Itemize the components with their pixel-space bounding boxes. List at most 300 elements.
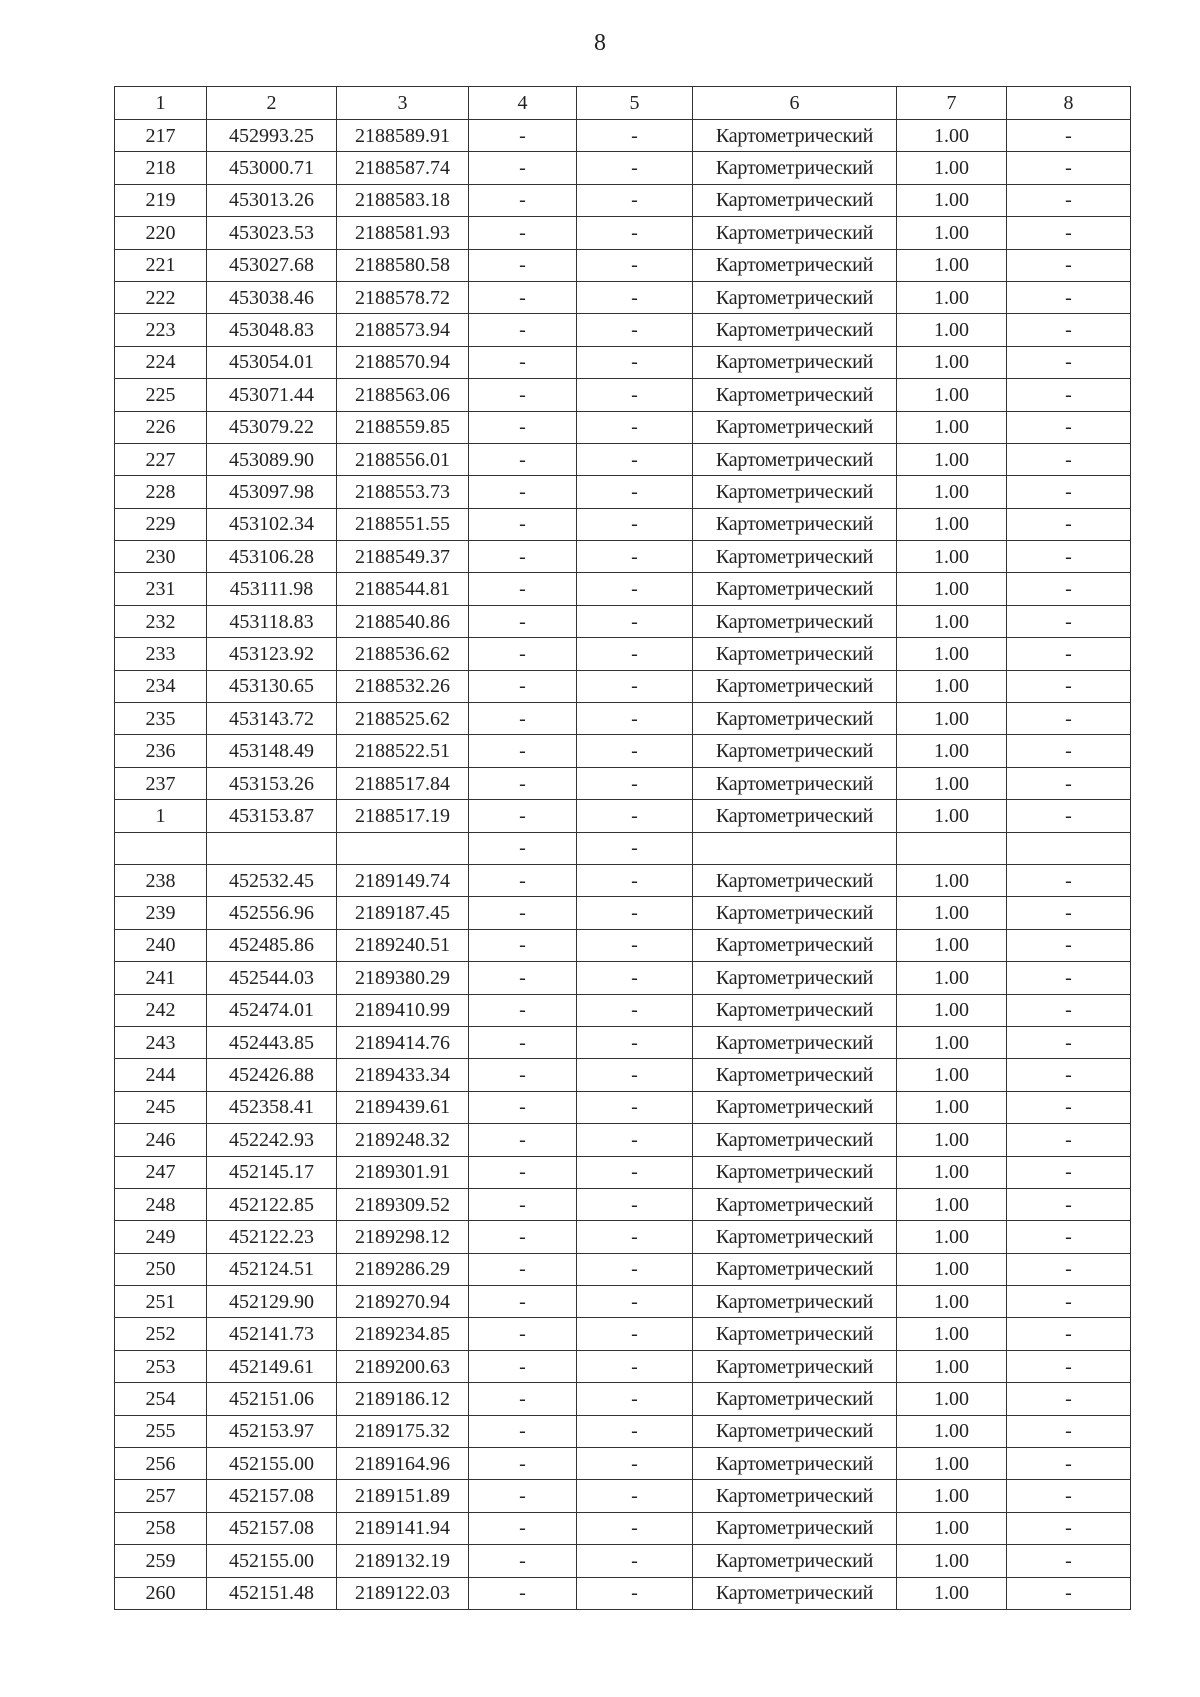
table-body bbox=[115, 120, 1131, 1610]
table-row bbox=[115, 897, 1131, 929]
table-cell: - bbox=[1007, 120, 1131, 152]
table-cell: 250 bbox=[115, 1253, 207, 1285]
table-cell: - bbox=[469, 346, 577, 378]
table-cell: - bbox=[1007, 897, 1131, 929]
table-cell: 452544.03 bbox=[207, 962, 337, 994]
table-cell: - bbox=[1007, 1091, 1131, 1123]
table-row bbox=[115, 1448, 1131, 1480]
table-cell: Картометрический bbox=[693, 1577, 897, 1609]
table-row bbox=[115, 638, 1131, 670]
table-cell: 248 bbox=[115, 1188, 207, 1220]
table-cell: 242 bbox=[115, 994, 207, 1026]
table-cell: 232 bbox=[115, 605, 207, 637]
table-cell: - bbox=[469, 120, 577, 152]
table-cell: Картометрический bbox=[693, 541, 897, 573]
table-row bbox=[115, 994, 1131, 1026]
table-cell: - bbox=[1007, 1318, 1131, 1350]
table-cell: Картометрический bbox=[693, 1059, 897, 1091]
table-cell: Картометрический bbox=[693, 443, 897, 475]
table-cell: - bbox=[1007, 476, 1131, 508]
page-number: 8 bbox=[594, 30, 606, 56]
column-header: 2 bbox=[207, 87, 337, 120]
table-cell: 229 bbox=[115, 508, 207, 540]
table-cell: - bbox=[577, 379, 693, 411]
table-row bbox=[115, 443, 1131, 475]
table-cell: - bbox=[577, 1026, 693, 1058]
table-cell: Картометрический bbox=[693, 379, 897, 411]
table-cell: - bbox=[1007, 864, 1131, 896]
table-row bbox=[115, 1059, 1131, 1091]
table-cell: 452145.17 bbox=[207, 1156, 337, 1188]
table-cell: Картометрический bbox=[693, 1026, 897, 1058]
table-cell: - bbox=[1007, 573, 1131, 605]
table-cell: 1.00 bbox=[897, 152, 1007, 184]
table-cell: - bbox=[577, 994, 693, 1026]
table-cell: 452151.06 bbox=[207, 1383, 337, 1415]
table-cell: - bbox=[469, 1156, 577, 1188]
table-cell: 1.00 bbox=[897, 281, 1007, 313]
table-cell: 2188522.51 bbox=[337, 735, 469, 767]
table-cell: - bbox=[577, 1318, 693, 1350]
table-cell: 1.00 bbox=[897, 541, 1007, 573]
table-cell: 240 bbox=[115, 929, 207, 961]
table-cell: 452153.97 bbox=[207, 1415, 337, 1447]
table-cell: - bbox=[577, 217, 693, 249]
table-cell: Картометрический bbox=[693, 346, 897, 378]
table-cell: - bbox=[1007, 443, 1131, 475]
table-cell: 2189248.32 bbox=[337, 1124, 469, 1156]
table-cell: - bbox=[1007, 379, 1131, 411]
table-cell: 2189151.89 bbox=[337, 1480, 469, 1512]
table-cell: 453118.83 bbox=[207, 605, 337, 637]
table-cell: 2189286.29 bbox=[337, 1253, 469, 1285]
table-cell: 231 bbox=[115, 573, 207, 605]
table-cell: 241 bbox=[115, 962, 207, 994]
table-cell: - bbox=[469, 735, 577, 767]
table-row bbox=[115, 735, 1131, 767]
table-cell: - bbox=[469, 573, 577, 605]
table-cell: 1.00 bbox=[897, 962, 1007, 994]
table-row bbox=[115, 1156, 1131, 1188]
table-cell: - bbox=[1007, 1512, 1131, 1544]
table-cell: 2188540.86 bbox=[337, 605, 469, 637]
table-cell: 2189186.12 bbox=[337, 1383, 469, 1415]
table-cell: - bbox=[469, 541, 577, 573]
table-cell: - bbox=[577, 1286, 693, 1318]
table-row bbox=[115, 670, 1131, 702]
table-cell: - bbox=[577, 1512, 693, 1544]
table-cell: Картометрический bbox=[693, 962, 897, 994]
table-cell: - bbox=[469, 1577, 577, 1609]
table-cell: 453079.22 bbox=[207, 411, 337, 443]
table-row bbox=[115, 1350, 1131, 1382]
column-header: 6 bbox=[693, 87, 897, 120]
table-cell: 1.00 bbox=[897, 1577, 1007, 1609]
table-cell: - bbox=[577, 864, 693, 896]
table-cell: - bbox=[577, 314, 693, 346]
table-cell: 233 bbox=[115, 638, 207, 670]
table-cell: 226 bbox=[115, 411, 207, 443]
table-cell: - bbox=[577, 638, 693, 670]
table-cell: - bbox=[577, 1350, 693, 1382]
table-cell: 2189414.76 bbox=[337, 1026, 469, 1058]
table-cell: 1.00 bbox=[897, 1545, 1007, 1577]
table-cell: 452474.01 bbox=[207, 994, 337, 1026]
table-cell: 2189141.94 bbox=[337, 1512, 469, 1544]
table-cell: - bbox=[1007, 1480, 1131, 1512]
table-cell: 1.00 bbox=[897, 703, 1007, 735]
table-cell: 2188556.01 bbox=[337, 443, 469, 475]
table-cell: Картометрический bbox=[693, 249, 897, 281]
table-row bbox=[115, 1188, 1131, 1220]
table-cell: 2189149.74 bbox=[337, 864, 469, 896]
table-cell: 220 bbox=[115, 217, 207, 249]
table-cell: 2188589.91 bbox=[337, 120, 469, 152]
table-cell: - bbox=[469, 994, 577, 1026]
table-cell: - bbox=[1007, 800, 1131, 832]
table-cell: 1.00 bbox=[897, 605, 1007, 637]
table-cell: - bbox=[577, 929, 693, 961]
table-cell: 2188573.94 bbox=[337, 314, 469, 346]
table-row bbox=[115, 832, 1131, 864]
table-cell: 225 bbox=[115, 379, 207, 411]
table-cell: 1.00 bbox=[897, 638, 1007, 670]
table-cell: - bbox=[1007, 1383, 1131, 1415]
table-row bbox=[115, 1512, 1131, 1544]
table-cell: 1.00 bbox=[897, 249, 1007, 281]
table-cell: 1.00 bbox=[897, 864, 1007, 896]
table-cell: - bbox=[1007, 994, 1131, 1026]
table-cell: - bbox=[1007, 152, 1131, 184]
table-cell: - bbox=[1007, 217, 1131, 249]
table-cell: 1.00 bbox=[897, 929, 1007, 961]
table-cell: 452532.45 bbox=[207, 864, 337, 896]
table-cell: 221 bbox=[115, 249, 207, 281]
table-cell: - bbox=[1007, 1350, 1131, 1382]
table-cell: - bbox=[1007, 1577, 1131, 1609]
table-cell: 1.00 bbox=[897, 314, 1007, 346]
table-cell: - bbox=[469, 1026, 577, 1058]
table-cell: - bbox=[577, 411, 693, 443]
table-cell: 251 bbox=[115, 1286, 207, 1318]
table-cell: 453023.53 bbox=[207, 217, 337, 249]
table-cell: 1.00 bbox=[897, 573, 1007, 605]
table-cell: 1.00 bbox=[897, 1059, 1007, 1091]
table-cell: Картометрический bbox=[693, 897, 897, 929]
table-cell: Картометрический bbox=[693, 638, 897, 670]
table-cell: 2189122.03 bbox=[337, 1577, 469, 1609]
table-cell: 1.00 bbox=[897, 1480, 1007, 1512]
table-cell: 2188553.73 bbox=[337, 476, 469, 508]
column-header: 8 bbox=[1007, 87, 1131, 120]
table-cell: 224 bbox=[115, 346, 207, 378]
table-cell: 452151.48 bbox=[207, 1577, 337, 1609]
table-cell: 453102.34 bbox=[207, 508, 337, 540]
table-cell: - bbox=[469, 1350, 577, 1382]
table-cell: 252 bbox=[115, 1318, 207, 1350]
table-cell: - bbox=[577, 605, 693, 637]
table-cell: 2188570.94 bbox=[337, 346, 469, 378]
table-cell: Картометрический bbox=[693, 1124, 897, 1156]
table-cell: - bbox=[577, 1383, 693, 1415]
table-cell: 1.00 bbox=[897, 1512, 1007, 1544]
table-cell: 2189187.45 bbox=[337, 897, 469, 929]
table-cell: 1.00 bbox=[897, 120, 1007, 152]
table-row bbox=[115, 281, 1131, 313]
table-row bbox=[115, 1286, 1131, 1318]
table-cell: Картометрический bbox=[693, 1512, 897, 1544]
table-cell: - bbox=[469, 1448, 577, 1480]
table-row bbox=[115, 217, 1131, 249]
table-cell: 2189234.85 bbox=[337, 1318, 469, 1350]
table-cell: 2188587.74 bbox=[337, 152, 469, 184]
table-cell: 2188578.72 bbox=[337, 281, 469, 313]
table-cell: - bbox=[577, 249, 693, 281]
table-cell: - bbox=[1007, 541, 1131, 573]
table-cell: 452443.85 bbox=[207, 1026, 337, 1058]
table-cell: 217 bbox=[115, 120, 207, 152]
table-cell: 453054.01 bbox=[207, 346, 337, 378]
table-cell: 2189298.12 bbox=[337, 1221, 469, 1253]
table-cell: 255 bbox=[115, 1415, 207, 1447]
table-cell: 257 bbox=[115, 1480, 207, 1512]
table-row bbox=[115, 605, 1131, 637]
table-row bbox=[115, 1091, 1131, 1123]
table-cell: - bbox=[577, 152, 693, 184]
table-cell: 222 bbox=[115, 281, 207, 313]
table-cell: 452426.88 bbox=[207, 1059, 337, 1091]
table-cell: - bbox=[577, 1545, 693, 1577]
table-cell: - bbox=[577, 767, 693, 799]
table-cell: 227 bbox=[115, 443, 207, 475]
table-cell: 2189301.91 bbox=[337, 1156, 469, 1188]
table-cell bbox=[693, 832, 897, 864]
table-cell: - bbox=[1007, 1124, 1131, 1156]
table-row bbox=[115, 962, 1131, 994]
table-cell: 236 bbox=[115, 735, 207, 767]
table-cell: - bbox=[469, 767, 577, 799]
table-cell: 223 bbox=[115, 314, 207, 346]
table-cell: - bbox=[1007, 184, 1131, 216]
table-cell: Картометрический bbox=[693, 1156, 897, 1188]
table-row bbox=[115, 314, 1131, 346]
table-cell: 1 bbox=[115, 800, 207, 832]
table-cell bbox=[115, 832, 207, 864]
table-cell: - bbox=[469, 1091, 577, 1123]
table-row bbox=[115, 379, 1131, 411]
table-cell: - bbox=[577, 281, 693, 313]
table-cell: - bbox=[1007, 1415, 1131, 1447]
table-cell: 1.00 bbox=[897, 1253, 1007, 1285]
table-cell bbox=[207, 832, 337, 864]
table-cell: - bbox=[469, 605, 577, 637]
table-cell: - bbox=[1007, 670, 1131, 702]
table-cell: - bbox=[469, 1188, 577, 1220]
table-cell: - bbox=[1007, 411, 1131, 443]
table-cell: 1.00 bbox=[897, 1448, 1007, 1480]
table-cell: 2188559.85 bbox=[337, 411, 469, 443]
table-cell: - bbox=[469, 1318, 577, 1350]
table-cell: - bbox=[469, 249, 577, 281]
table-row bbox=[115, 346, 1131, 378]
table-cell: - bbox=[469, 1253, 577, 1285]
table-cell: - bbox=[577, 443, 693, 475]
table-row bbox=[115, 1253, 1131, 1285]
table-cell: 2189164.96 bbox=[337, 1448, 469, 1480]
table-cell: - bbox=[469, 184, 577, 216]
table-cell: 1.00 bbox=[897, 1156, 1007, 1188]
table-row bbox=[115, 1577, 1131, 1609]
table-cell: 1.00 bbox=[897, 508, 1007, 540]
table-cell: - bbox=[577, 1577, 693, 1609]
table-cell: 1.00 bbox=[897, 1383, 1007, 1415]
table-cell: 1.00 bbox=[897, 476, 1007, 508]
table-cell: 2189270.94 bbox=[337, 1286, 469, 1318]
table-cell: Картометрический bbox=[693, 735, 897, 767]
table-cell: Картометрический bbox=[693, 864, 897, 896]
column-header: 4 bbox=[469, 87, 577, 120]
table-cell: - bbox=[469, 897, 577, 929]
table-cell: 2189439.61 bbox=[337, 1091, 469, 1123]
table-cell: - bbox=[469, 1383, 577, 1415]
table-cell: 2189200.63 bbox=[337, 1350, 469, 1382]
table-cell: 452485.86 bbox=[207, 929, 337, 961]
table-cell: - bbox=[577, 735, 693, 767]
table-cell: 2188525.62 bbox=[337, 703, 469, 735]
table-cell: - bbox=[577, 541, 693, 573]
table-row bbox=[115, 508, 1131, 540]
table-cell: - bbox=[577, 962, 693, 994]
table-row bbox=[115, 249, 1131, 281]
table-cell: Картометрический bbox=[693, 184, 897, 216]
table-cell: 453111.98 bbox=[207, 573, 337, 605]
table-cell: Картометрический bbox=[693, 1448, 897, 1480]
table-cell: - bbox=[1007, 1545, 1131, 1577]
table-cell: Картометрический bbox=[693, 217, 897, 249]
table-cell: Картометрический bbox=[693, 767, 897, 799]
table-row bbox=[115, 1318, 1131, 1350]
table-cell: 452556.96 bbox=[207, 897, 337, 929]
table-cell: 2188549.37 bbox=[337, 541, 469, 573]
table-cell: 253 bbox=[115, 1350, 207, 1382]
table-cell: - bbox=[469, 1480, 577, 1512]
table-cell: - bbox=[1007, 1059, 1131, 1091]
table-cell: 1.00 bbox=[897, 897, 1007, 929]
table-cell: 2188580.58 bbox=[337, 249, 469, 281]
table-cell: 1.00 bbox=[897, 1286, 1007, 1318]
table-cell: 2188532.26 bbox=[337, 670, 469, 702]
table-row bbox=[115, 476, 1131, 508]
table-cell: - bbox=[1007, 1026, 1131, 1058]
table-cell: Картометрический bbox=[693, 1480, 897, 1512]
table-cell: 246 bbox=[115, 1124, 207, 1156]
table-cell: 256 bbox=[115, 1448, 207, 1480]
table-cell: Картометрический bbox=[693, 1350, 897, 1382]
table-cell: Картометрический bbox=[693, 476, 897, 508]
table-cell: Картометрический bbox=[693, 800, 897, 832]
column-header: 5 bbox=[577, 87, 693, 120]
table-cell: Картометрический bbox=[693, 1188, 897, 1220]
table-cell: Картометрический bbox=[693, 314, 897, 346]
table-cell: - bbox=[1007, 638, 1131, 670]
table-cell: 452157.08 bbox=[207, 1512, 337, 1544]
table-row bbox=[115, 1383, 1131, 1415]
column-header: 7 bbox=[897, 87, 1007, 120]
table-cell: - bbox=[469, 411, 577, 443]
table-cell: 230 bbox=[115, 541, 207, 573]
table-row bbox=[115, 541, 1131, 573]
table-row bbox=[115, 573, 1131, 605]
table-cell: - bbox=[469, 152, 577, 184]
table-row bbox=[115, 411, 1131, 443]
table-cell: 453038.46 bbox=[207, 281, 337, 313]
table-cell: Картометрический bbox=[693, 994, 897, 1026]
table-cell: 1.00 bbox=[897, 1318, 1007, 1350]
table-cell: 235 bbox=[115, 703, 207, 735]
table-cell bbox=[337, 832, 469, 864]
table-header-row bbox=[115, 87, 1131, 120]
table-cell: 2188536.62 bbox=[337, 638, 469, 670]
table-cell: - bbox=[577, 508, 693, 540]
table-cell: - bbox=[1007, 314, 1131, 346]
table-cell: 452157.08 bbox=[207, 1480, 337, 1512]
table-cell: 2188517.84 bbox=[337, 767, 469, 799]
table-cell: - bbox=[469, 508, 577, 540]
table-cell: - bbox=[469, 800, 577, 832]
table-row bbox=[115, 1415, 1131, 1447]
column-header: 3 bbox=[337, 87, 469, 120]
table-cell: 452155.00 bbox=[207, 1545, 337, 1577]
table-cell: 453123.92 bbox=[207, 638, 337, 670]
table-cell: - bbox=[577, 897, 693, 929]
table-cell bbox=[897, 832, 1007, 864]
table-cell: 243 bbox=[115, 1026, 207, 1058]
table-row bbox=[115, 864, 1131, 896]
table-cell: 1.00 bbox=[897, 1221, 1007, 1253]
table-cell: - bbox=[469, 1221, 577, 1253]
table-cell: - bbox=[1007, 1253, 1131, 1285]
table-row bbox=[115, 1026, 1131, 1058]
table-cell: - bbox=[577, 670, 693, 702]
table-cell: 219 bbox=[115, 184, 207, 216]
table-cell: Картометрический bbox=[693, 670, 897, 702]
table-cell: 1.00 bbox=[897, 1188, 1007, 1220]
table-cell: - bbox=[577, 1091, 693, 1123]
table-cell: 452993.25 bbox=[207, 120, 337, 152]
table-cell: - bbox=[577, 476, 693, 508]
table-cell: - bbox=[1007, 508, 1131, 540]
table-cell: Картометрический bbox=[693, 1221, 897, 1253]
table-cell: Картометрический bbox=[693, 508, 897, 540]
table-cell: - bbox=[469, 281, 577, 313]
table-cell: 1.00 bbox=[897, 217, 1007, 249]
table-cell: 2189175.32 bbox=[337, 1415, 469, 1447]
table-cell: 1.00 bbox=[897, 735, 1007, 767]
table-cell: - bbox=[1007, 767, 1131, 799]
table-cell: 238 bbox=[115, 864, 207, 896]
table-cell: - bbox=[577, 1124, 693, 1156]
table-cell: - bbox=[577, 1221, 693, 1253]
table-cell: 453089.90 bbox=[207, 443, 337, 475]
table-cell: 2188563.06 bbox=[337, 379, 469, 411]
table-cell: 453027.68 bbox=[207, 249, 337, 281]
table-cell: - bbox=[1007, 1221, 1131, 1253]
table-cell: - bbox=[577, 1059, 693, 1091]
table-cell: Картометрический bbox=[693, 1286, 897, 1318]
table-cell: 1.00 bbox=[897, 800, 1007, 832]
table-cell: 218 bbox=[115, 152, 207, 184]
table-cell: - bbox=[469, 1415, 577, 1447]
